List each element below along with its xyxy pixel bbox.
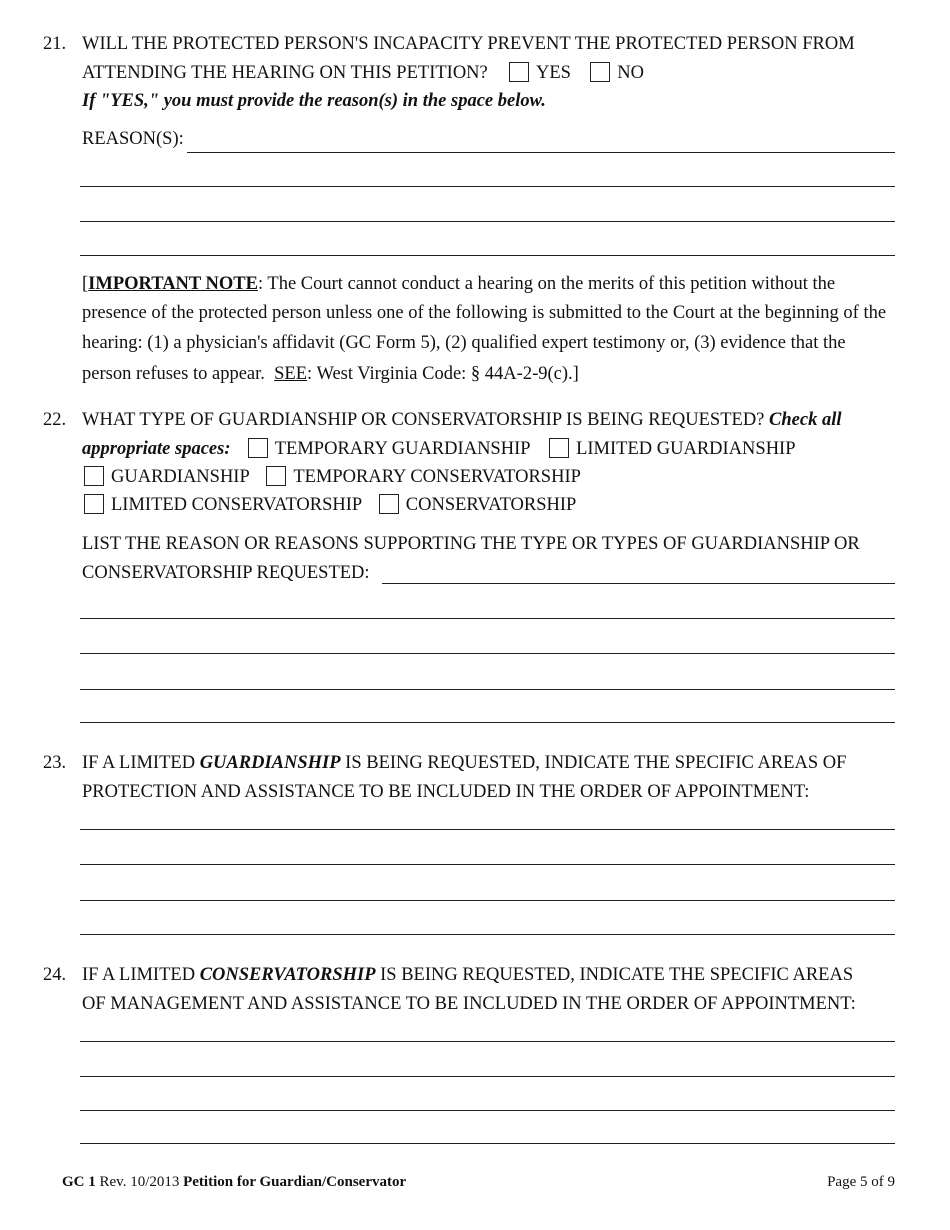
temporary-guardianship-checkbox[interactable]	[248, 438, 268, 458]
footer-revision: Rev. 10/2013	[95, 1174, 184, 1190]
footer-form-id: GC 1	[62, 1174, 96, 1190]
temporary-guardianship-label: TEMPORARY GUARDIANSHIP	[274, 439, 530, 459]
footer-form-info	[62, 1174, 406, 1191]
q23-prefix: IF A LIMITED	[82, 753, 200, 773]
important-note-line3: hearing: (1) a physician's affidavit (GC Form 5), (2) qualified expert testimony or, (3) evidence that the	[82, 333, 846, 353]
q24-suffix: IS BEING REQUESTED, INDICATE THE SPECIFIC AREAS	[375, 965, 854, 985]
q24-line-4[interactable]	[80, 1143, 895, 1144]
guardianship-checkbox[interactable]	[84, 466, 104, 486]
limited-guardianship-label: LIMITED GUARDIANSHIP	[576, 439, 796, 459]
q21-reason-line-1[interactable]	[187, 152, 895, 153]
q23-number: 23.	[43, 753, 67, 773]
q23-question-line1	[82, 753, 846, 774]
q22-options-row1	[82, 438, 796, 460]
q21-yes-label: YES	[536, 63, 571, 83]
q21-instruction: If "YES," you must provide the reason(s) in the space below.	[82, 91, 546, 111]
limited-conservatorship-checkbox[interactable]	[84, 494, 104, 514]
q23-question-line2: PROTECTION AND ASSISTANCE TO BE INCLUDED IN THE ORDER OF APPOINTMENT:	[82, 782, 810, 802]
q23-emph: GUARDIANSHIP	[199, 753, 341, 773]
q24-line-3[interactable]	[80, 1110, 895, 1111]
q24-prefix: IF A LIMITED	[82, 965, 200, 985]
note-see: SEE	[274, 364, 308, 384]
q21-question-line1: WILL THE PROTECTED PERSON'S INCAPACITY PREVENT THE PROTECTED PERSON FROM	[82, 34, 855, 54]
q23-line-2[interactable]	[80, 864, 895, 865]
q22-reason-line-3[interactable]	[80, 653, 895, 654]
conservatorship-label: CONSERVATORSHIP	[405, 495, 577, 515]
note-line1-text: : The Court cannot conduct a hearing on the merits of this petition without the	[257, 274, 836, 294]
important-note-line1	[82, 274, 835, 295]
q22-options-row2	[84, 466, 581, 488]
q22-list-line1: LIST THE REASON OR REASONS SUPPORTING THE TYPE OR TYPES OF GUARDIANSHIP OR	[82, 534, 860, 554]
q23-suffix: IS BEING REQUESTED, INDICATE THE SPECIFIC AREAS OF	[340, 753, 847, 773]
q22-question-line1	[82, 410, 842, 431]
q24-question-line2: OF MANAGEMENT AND ASSISTANCE TO BE INCLUDED IN THE ORDER OF APPOINTMENT:	[82, 994, 856, 1014]
footer-page-number: Page 5 of 9	[827, 1174, 895, 1190]
q24-emph: CONSERVATORSHIP	[199, 965, 376, 985]
q22-list-line2: CONSERVATORSHIP REQUESTED:	[82, 563, 370, 583]
q22-number: 22.	[43, 410, 67, 430]
limited-conservatorship-label: LIMITED CONSERVATORSHIP	[111, 495, 362, 515]
q24-line-2[interactable]	[80, 1076, 895, 1077]
q22-check-all-2: appropriate spaces:	[82, 439, 231, 459]
q21-question-line2-row	[82, 62, 644, 84]
q21-reason-label: REASON(S):	[82, 129, 184, 149]
q21-reason-line-2[interactable]	[80, 186, 895, 187]
q21-reason-line-4[interactable]	[80, 255, 895, 256]
q22-reason-line-2[interactable]	[80, 618, 895, 619]
q24-line-1[interactable]	[80, 1041, 895, 1042]
q24-number: 24.	[43, 965, 67, 985]
temporary-conservatorship-checkbox[interactable]	[266, 466, 286, 486]
q21-no-checkbox[interactable]	[590, 62, 610, 82]
q21-no-label: NO	[617, 63, 644, 83]
q23-line-1[interactable]	[80, 829, 895, 830]
q21-number: 21.	[43, 34, 67, 54]
q23-line-4[interactable]	[80, 934, 895, 935]
note-line4-text-a: person refuses to appear.	[82, 364, 275, 384]
q22-reason-line-1[interactable]	[382, 583, 895, 584]
q24-question-line1	[82, 965, 853, 986]
q22-reason-line-5[interactable]	[80, 722, 895, 723]
limited-guardianship-checkbox[interactable]	[549, 438, 569, 458]
guardianship-label: GUARDIANSHIP	[111, 467, 250, 487]
q22-options-row3	[84, 494, 576, 516]
important-note-line4	[82, 364, 579, 385]
q23-line-3[interactable]	[80, 900, 895, 901]
q21-reason-line-3[interactable]	[80, 221, 895, 222]
note-open-bracket: [	[82, 274, 89, 294]
temporary-conservatorship-label: TEMPORARY CONSERVATORSHIP	[293, 467, 581, 487]
important-note-title: IMPORTANT NOTE	[88, 274, 258, 294]
q22-reason-line-4[interactable]	[80, 689, 895, 690]
conservatorship-checkbox[interactable]	[379, 494, 399, 514]
q22-check-all-1: Check all	[769, 410, 842, 430]
q22-question-text: WHAT TYPE OF GUARDIANSHIP OR CONSERVATORSHIP IS BEING REQUESTED?	[82, 410, 765, 430]
q21-yes-checkbox[interactable]	[509, 62, 529, 82]
q21-question-line2: ATTENDING THE HEARING ON THIS PETITION?	[82, 63, 488, 83]
note-line4-text-b: : West Virginia Code: § 44A-2-9(c).]	[307, 364, 579, 384]
important-note-line2: presence of the protected person unless one of the following is submitted to the Court at the beginning of the	[82, 303, 887, 323]
footer-form-title: Petition for Guardian/Conservator	[183, 1174, 407, 1190]
